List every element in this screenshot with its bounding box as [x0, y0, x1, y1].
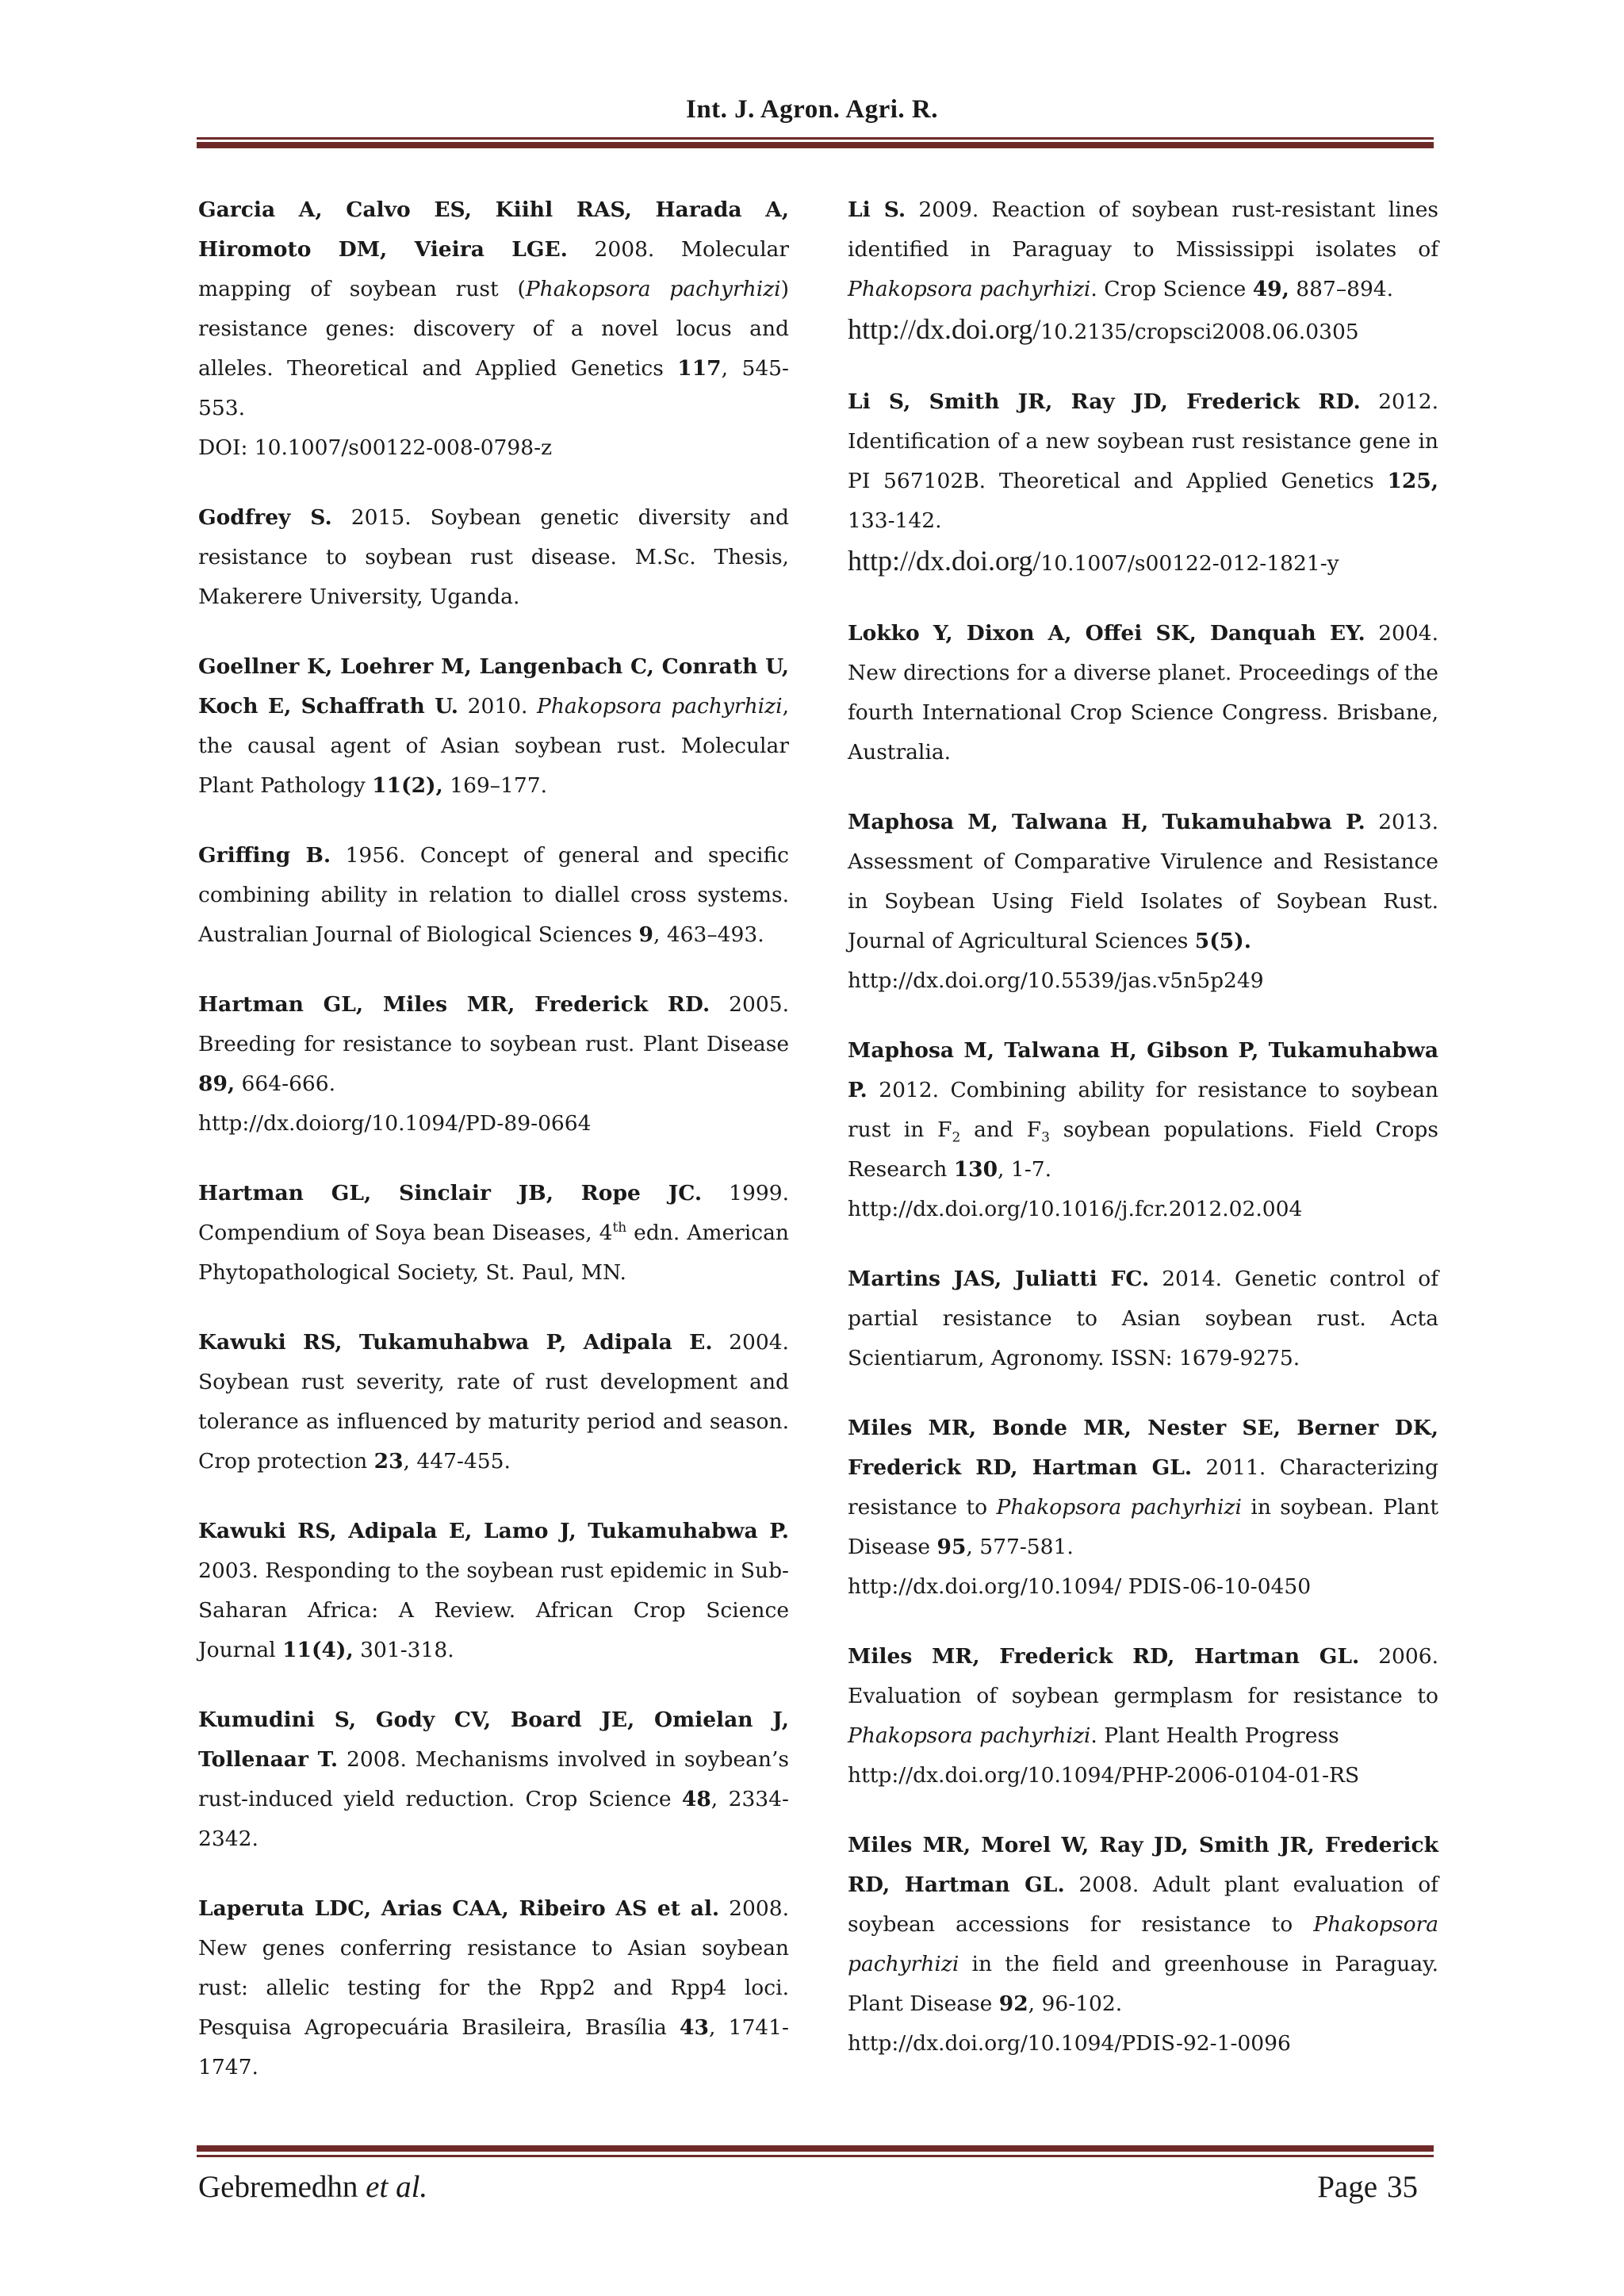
doi-link[interactable]: DOI: 10.1007/s00122-008-0798-z	[198, 435, 553, 460]
reference-lokko-2004: Lokko Y, Dixon A, Offei SK, Danquah EY. 2004. New directions for a diverse planet. Proceedings of the fourth International Crop Science Congress. Brisbane, Australia.	[848, 621, 1438, 765]
reference-hartman-2005: Hartman GL, Miles MR, Frederick RD. 2005. Breeding for resistance to soybean rust. Plant Disease 89, 664-666. http://dx.doiorg/10.1094/PD-89-0664	[198, 985, 789, 1144]
doi-link[interactable]: http://dx.doi.org/10.1016/j.fcr.2012.02.004	[848, 1197, 1303, 1221]
doi-link[interactable]: http://dx.doi.org/10.1094/PHP-2006-0104-01-RS	[848, 1763, 1360, 1788]
doi-link[interactable]: http://dx.doi.org/10.1094/PDIS-92-1-0096	[848, 2031, 1291, 2056]
reference-hartman-1999: Hartman GL, Sinclair JB, Rope JC. 1999. Compendium of Soya bean Diseases, 4th edn. American Phytopathological Society, St. Paul, MN.	[198, 1181, 789, 1285]
reference-godfrey-2015: Godfrey S. 2015. Soybean genetic diversity and resistance to soybean rust disease. M.Sc. Thesis, Makerere University, Uganda.	[198, 505, 789, 609]
reference-kawuki-2003: Kawuki RS, Adipala E, Lamo J, Tukamuhabwa P. 2003. Responding to the soybean rust epidemic in Sub-Saharan Africa: A Review. African Crop Science Journal 11(4), 301-318.	[198, 1519, 789, 1662]
header-rule-thin	[197, 137, 1434, 140]
reference-martins-2014: Martins JAS, Juliatti FC. 2014. Genetic control of partial resistance to Asian soybean rust. Acta Scientiarum, Agronomy. ISSN: 1679-9275.	[848, 1267, 1438, 1370]
doi-link[interactable]: http://dx.doi.org/10.5539/jas.v5n5p249	[848, 968, 1264, 993]
reference-maphosa-2012: Maphosa M, Talwana H, Gibson P, Tukamuhabwa P. 2012. Combining ability for resistance to soybean rust in $F_2$ and $F_3$ soybean populations. Field Crops Research 130, 1-7. http://dx.doi.org/10.1016/j.fcr.2012.02.004	[848, 1031, 1438, 1229]
page-number: 35	[1387, 2170, 1418, 2204]
doi-link[interactable]: http://dx.doi.org/10.1007/s00122-012-1821-y	[848, 545, 1339, 577]
left-column	[198, 190, 789, 2118]
reference-griffing-1956: Griffing B. 1956. Concept of general and specific combining ability in relation to diallel cross systems. Australian Journal of Biological Sciences 9, 463–493.	[198, 843, 790, 947]
reference-li-2009: Li S. 2009. Reaction of soybean rust-resistant lines identified in Paraguay to Mississippi isolates of Phakopsora pachyrhizi. Crop Science 49, 887–894. http://dx.doi.org/10.2135/cropsci2008.06.0305	[848, 190, 1438, 352]
doi-link[interactable]: http://dx.doi.org/10.1094/ PDIS-06-10-0450	[848, 1574, 1312, 1599]
header-rule-thick	[197, 142, 1434, 148]
reference-miles-2006: Miles MR, Frederick RD, Hartman GL. 2006. Evaluation of soybean germplasm for resistance to Phakopsora pachyrhizi. Plant Health Progress http://dx.doi.org/10.1094/PHP-2006-0104-01-RS	[848, 1637, 1438, 1796]
footer-rule-thick	[197, 2145, 1434, 2152]
reference-goellner-2010: Goellner K, Loehrer M, Langenbach C, Conrath U, Koch E, Schaffrath U. 2010. Phakopsora pachyrhizi, the causal agent of Asian soybean rust. Molecular Plant Pathology 11(2), 169–177.	[198, 654, 790, 798]
reference-kawuki-2004: Kawuki RS, Tukamuhabwa P, Adipala E. 2004. Soybean rust severity, rate of rust development and tolerance as influenced by maturity period and season. Crop protection 23, 447-455.	[198, 1330, 789, 1474]
doi-link[interactable]: http://dx.doiorg/10.1094/PD-89-0664	[198, 1111, 592, 1136]
page-label: Page	[1317, 2170, 1377, 2204]
footer-rule-thin	[197, 2155, 1434, 2157]
reference-li-2012: Li S, Smith JR, Ray JD, Frederick RD. 2012. Identification of a new soybean rust resistance gene in PI 567102B. Theoretical and Applied Genetics 125, 133-142. http://dx.doi.org/10.1007/s00122-012-1821-y	[848, 382, 1438, 584]
doi-link[interactable]: http://dx.doi.org/10.2135/cropsci2008.06.0305	[848, 313, 1359, 345]
right-column	[848, 190, 1438, 2094]
reference-maphosa-2013: Maphosa M, Talwana H, Tukamuhabwa P. 2013. Assessment of Comparative Virulence and Resistance in Soybean Using Field Isolates of Soybean Rust. Journal of Agricultural Sciences 5(5). http://dx.doi.org/10.5539/jas.v5n5p249	[848, 803, 1438, 1001]
reference-miles-2011: Miles MR, Bonde MR, Nester SE, Berner DK, Frederick RD, Hartman GL. 2011. Characterizing resistance to Phakopsora pachyrhizi in soybean. Plant Disease 95, 577-581. http://dx.doi.org/10.1094/ PDIS-06-10-0450	[848, 1409, 1438, 1607]
reference-garcia-2008: Garcia A, Calvo ES, Kiihl RAS, Harada A, Hiromoto DM, Vieira LGE. 2008. Molecular mapping of soybean rust (Phakopsora pachyrhizi) resistance genes: discovery of a novel locus and alleles. Theoretical and Applied Genetics 117, 545-553. DOI: 10.1007/s00122-008-0798-z	[198, 190, 789, 468]
reference-kumudini-2008: Kumudini S, Gody CV, Board JE, Omielan J, Tollenaar T. 2008. Mechanisms involved in soybean’s rust-induced yield reduction. Crop Science 48, 2334-2342.	[198, 1708, 789, 1851]
reference-miles-2008: Miles MR, Morel W, Ray JD, Smith JR, Frederick RD, Hartman GL. 2008. Adult plant evaluation of soybean accessions for resistance to Phakopsora pachyrhizi in the field and greenhouse in Paraguay. Plant Disease 92, 96-102. http://dx.doi.org/10.1094/PDIS-92-1-0096	[848, 1826, 1438, 2064]
journal-header: Int. J. Agron. Agri. R.	[685, 95, 938, 124]
footer-page	[1308, 2169, 1418, 2205]
footer-author: Gebremedhn et al.	[198, 2170, 428, 2204]
reference-laperuta-2008: Laperuta LDC, Arias CAA, Ribeiro AS et al. 2008. New genes conferring resistance to Asian soybean rust: allelic testing for the Rpp2 and Rpp4 loci. Pesquisa Agropecuária Brasileira, Brasília 43, 1741-1747.	[198, 1896, 789, 2079]
